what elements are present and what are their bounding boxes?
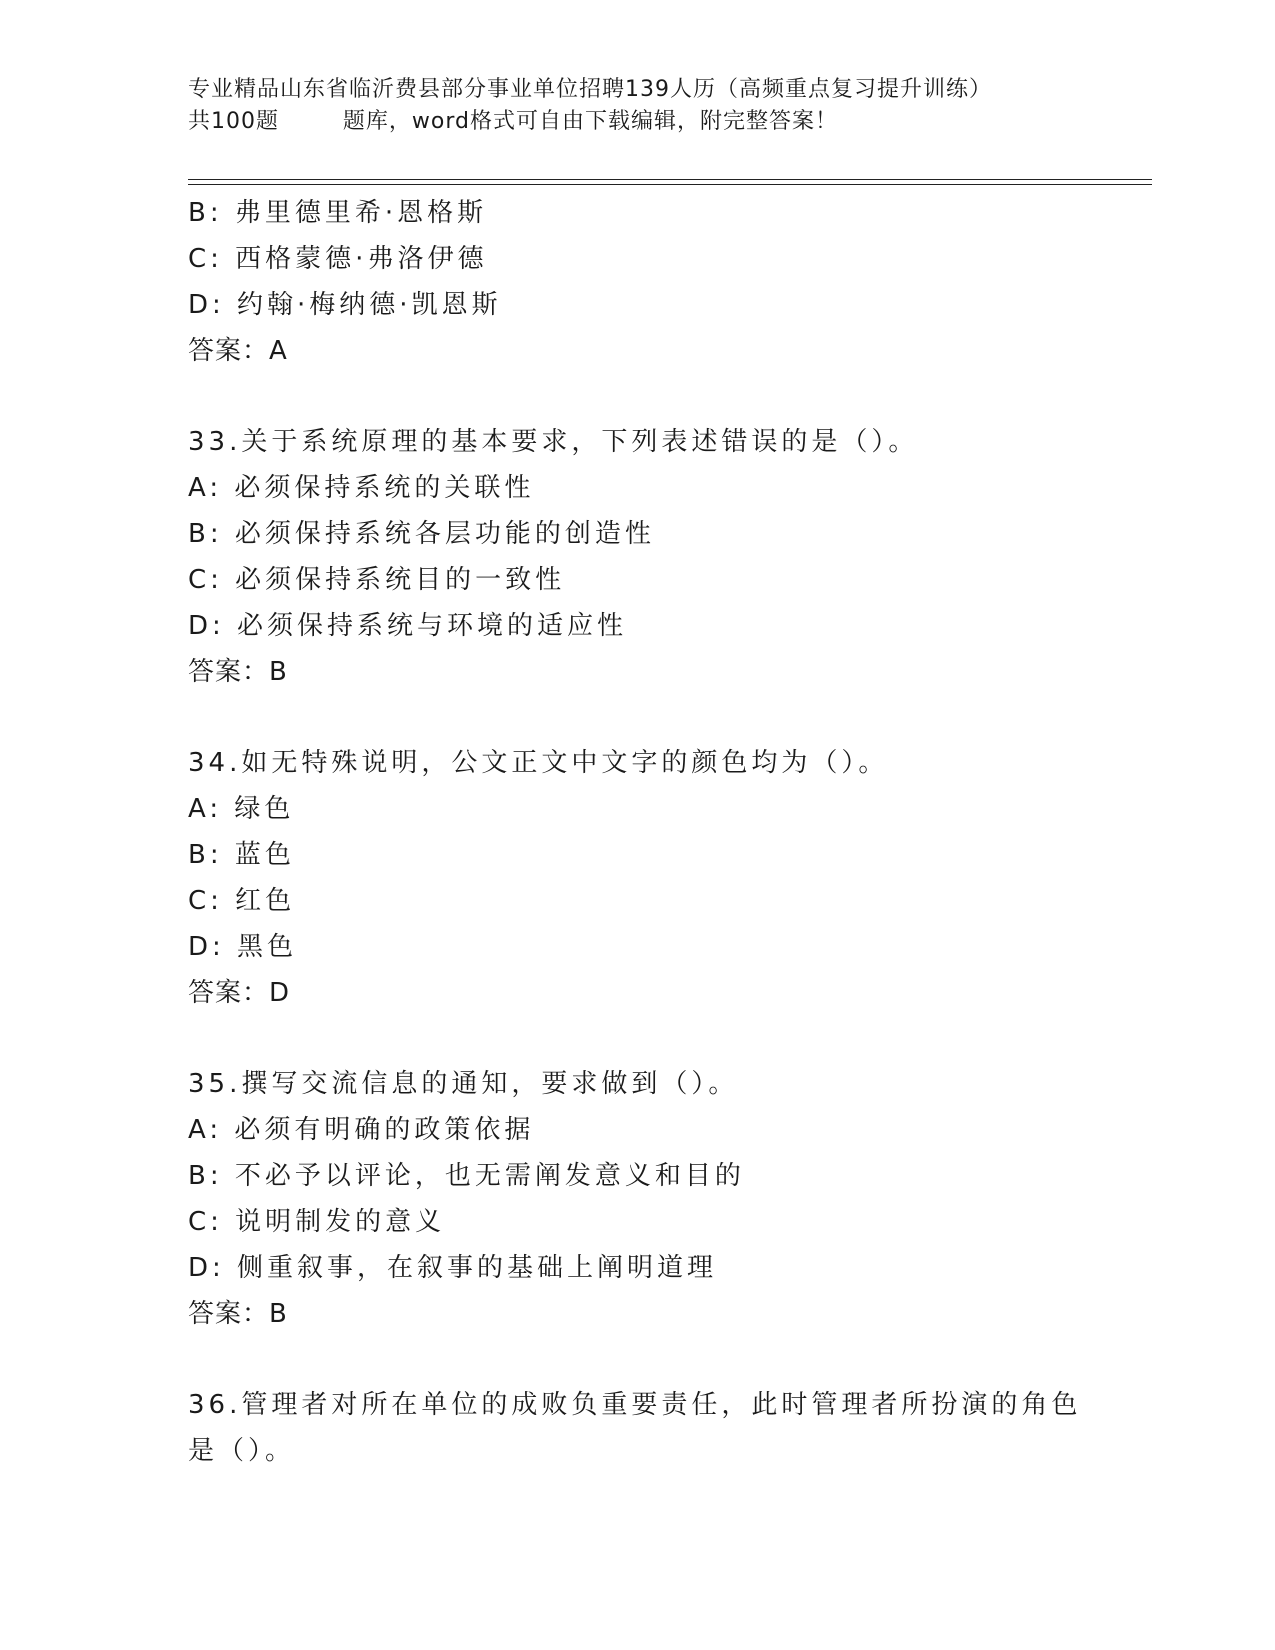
option-c: C: 说明制发的意义 — [188, 1207, 446, 1237]
option-b: B: 不必予以评论，也无需阐发意义和目的 — [188, 1161, 745, 1191]
option-d: D: 约翰·梅纳德·凯恩斯 — [188, 290, 502, 320]
answer: 答案：B — [188, 657, 288, 687]
option-a: A: 必须保持系统的关联性 — [188, 473, 535, 503]
document-header — [188, 74, 1088, 138]
question-36 — [188, 1382, 1088, 1474]
question-text: 36.管理者对所在单位的成败负重要责任，此时管理者所扮演的角色是（）。 — [188, 1390, 1082, 1466]
header-rule-bottom — [188, 184, 1152, 185]
question-33 — [188, 419, 1088, 695]
header-rule-top — [188, 179, 1152, 180]
option-c: C: 必须保持系统目的一致性 — [188, 565, 566, 595]
option-c: C: 西格蒙德·弗洛伊德 — [188, 244, 488, 274]
header-subtitle: 共100题 题库，word格式可自由下载编辑，附完整答案！ — [188, 109, 839, 134]
question-text: 34.如无特殊说明，公文正文中文字的颜色均为（）。 — [188, 748, 889, 778]
question-text: 35.撰写交流信息的通知，要求做到（）。 — [188, 1069, 739, 1099]
option-b: B: 蓝色 — [188, 840, 295, 870]
option-d: D: 黑色 — [188, 932, 298, 962]
question-34 — [188, 740, 1088, 1016]
option-d: D: 侧重叙事，在叙事的基础上阐明道理 — [188, 1253, 718, 1283]
option-d: D: 必须保持系统与环境的适应性 — [188, 611, 628, 641]
question-text: 33.关于系统原理的基本要求，下列表述错误的是（）。 — [188, 427, 919, 457]
option-a: A: 绿色 — [188, 794, 295, 824]
option-b: B: 弗里德里希·恩格斯 — [188, 198, 488, 228]
question-list — [188, 190, 1088, 1474]
option-a: A: 必须有明确的政策依据 — [188, 1115, 535, 1145]
header-title: 专业精品山东省临沂费县部分事业单位招聘139人历（高频重点复习提升训练） — [188, 77, 992, 102]
option-c: C: 红色 — [188, 886, 296, 916]
answer: 答案：B — [188, 1299, 288, 1329]
answer: 答案：D — [188, 978, 291, 1008]
question-32-continued — [188, 190, 1088, 374]
option-b: B: 必须保持系统各层功能的创造性 — [188, 519, 655, 549]
answer: 答案：A — [188, 336, 288, 366]
question-35 — [188, 1061, 1088, 1337]
